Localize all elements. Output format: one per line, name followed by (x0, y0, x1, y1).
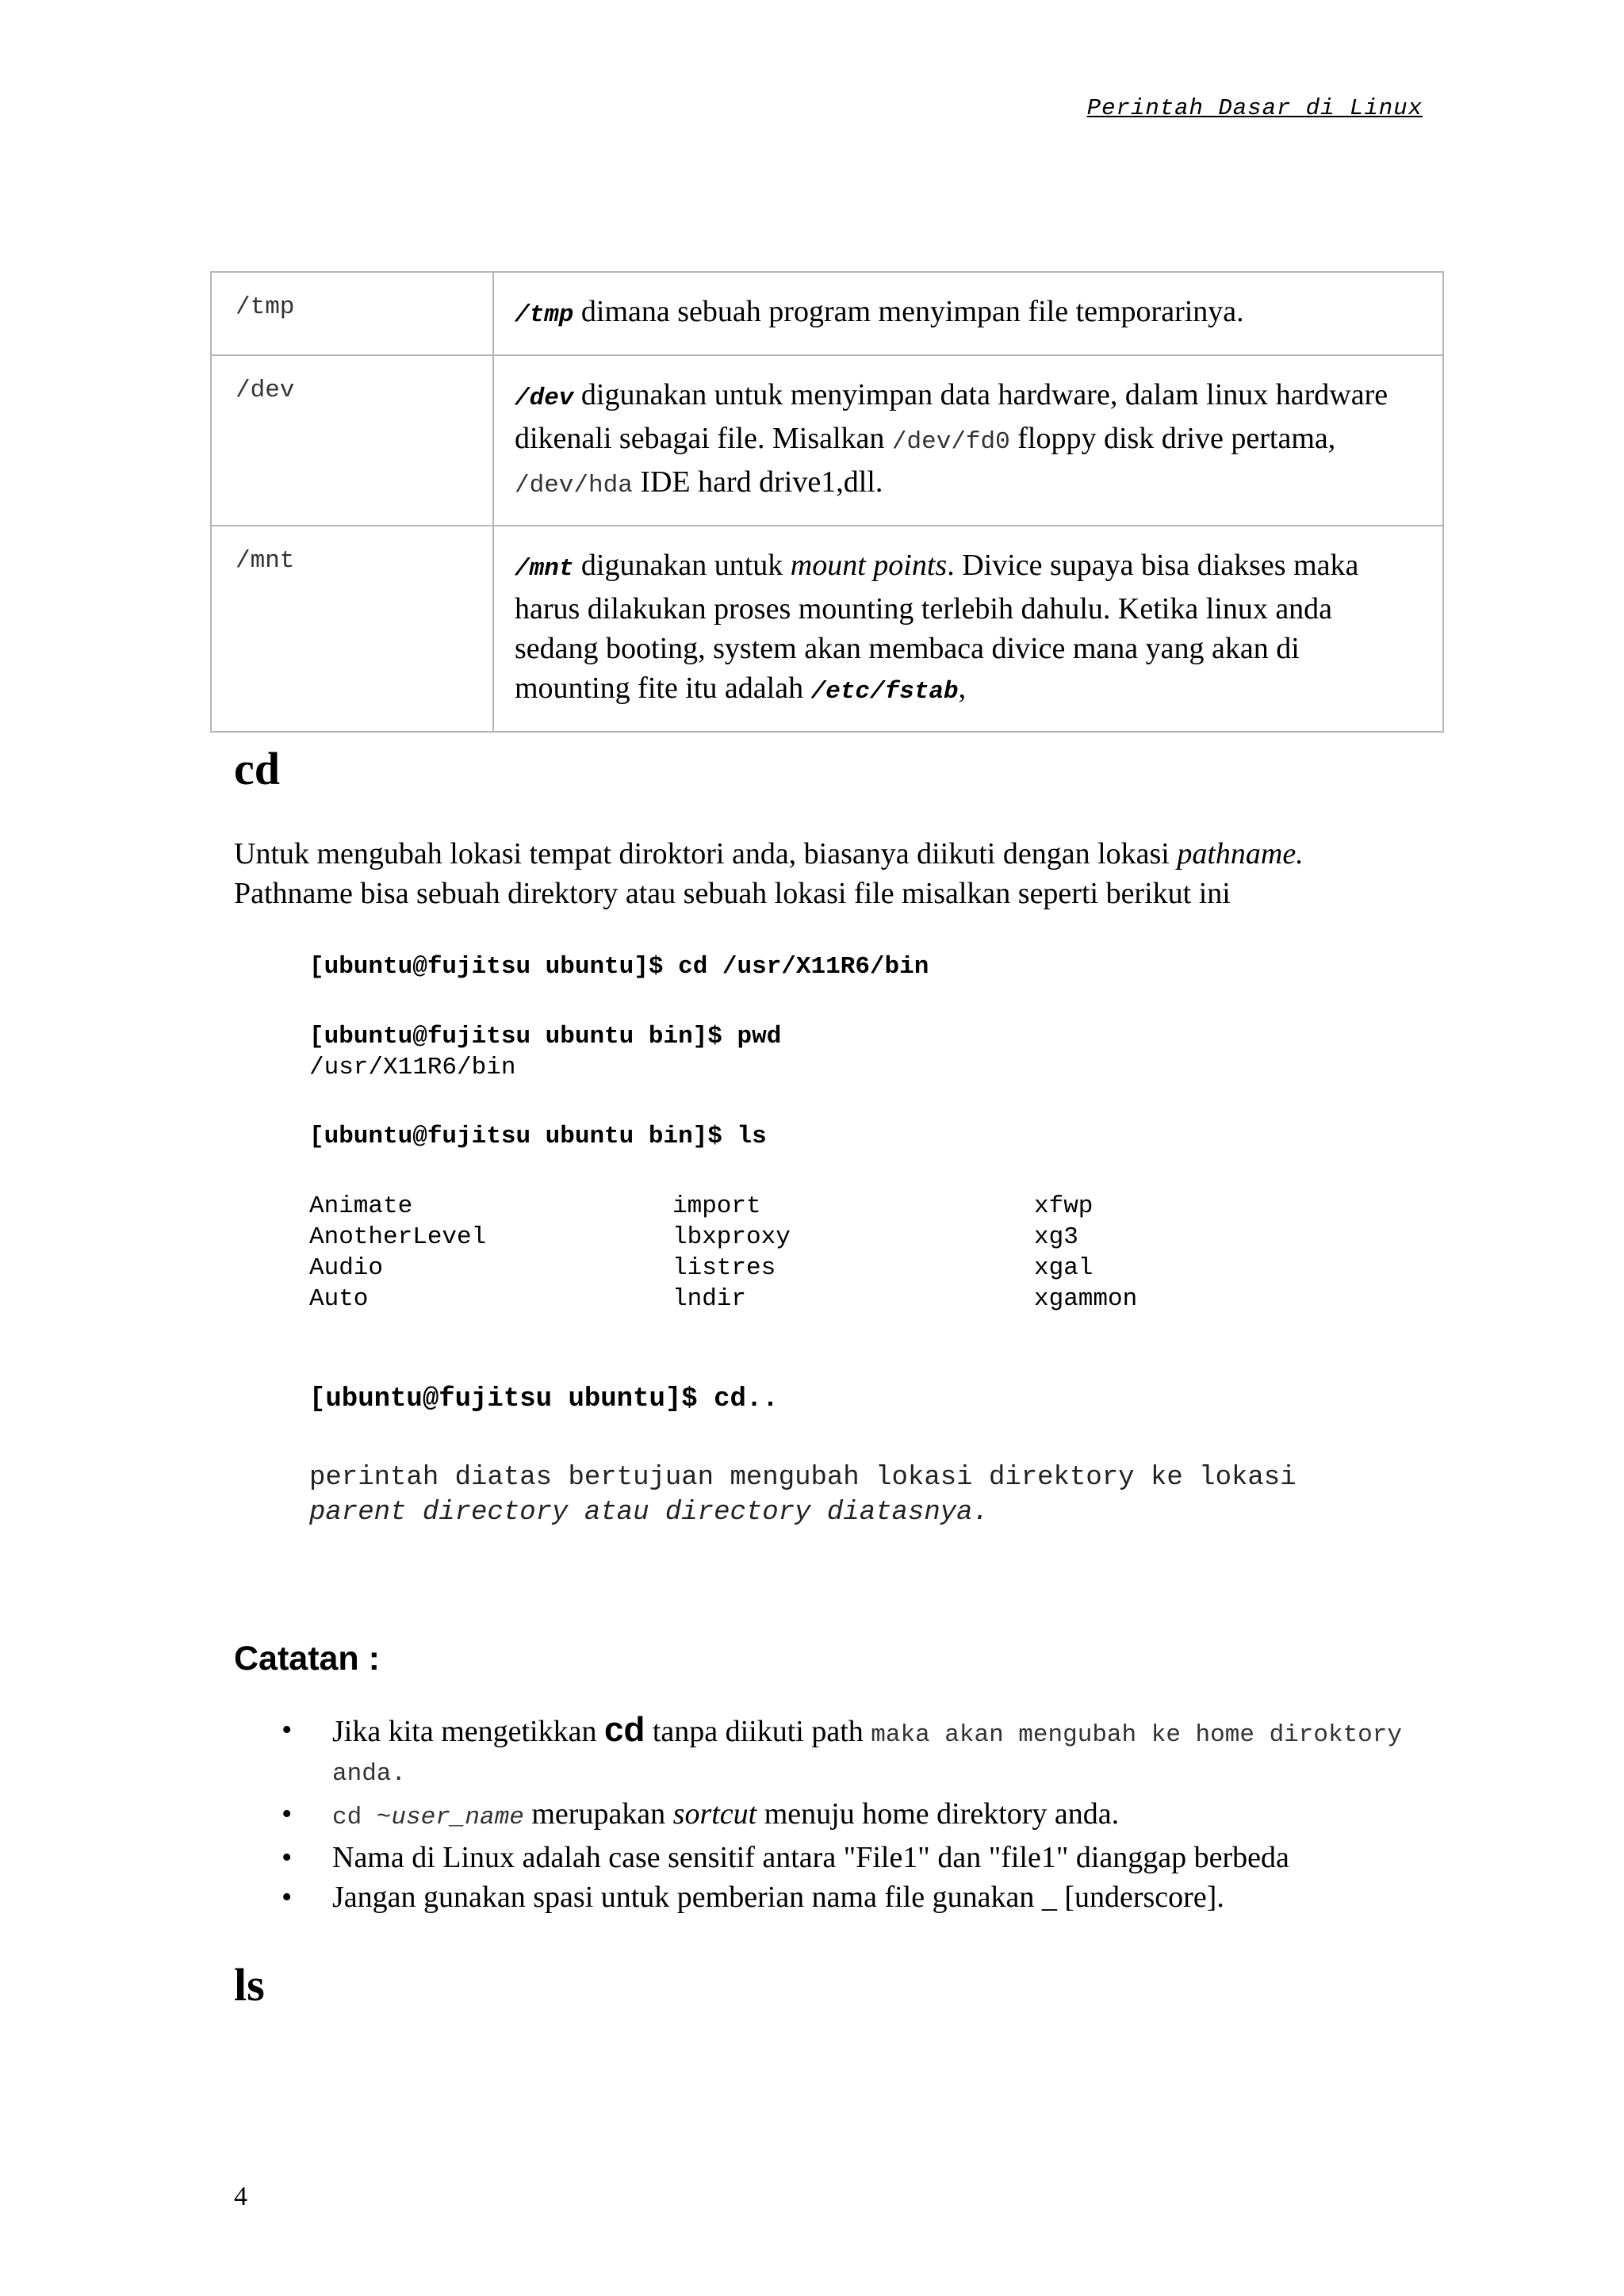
terminal-prompt: [ubuntu@fujitsu ubuntu bin]$ (309, 1123, 722, 1150)
dir-description: digunakan untuk menyimpan data hardware, dalam linux hardware dikenali sebagai file. Misalkan (515, 378, 1388, 455)
list-emphasis: sortcut (672, 1797, 757, 1831)
dir-description-cell (493, 355, 1443, 526)
ls-entry: import (672, 1192, 761, 1220)
terminal-prompt: [ubuntu@fujitsu ubuntu bin]$ (309, 1023, 722, 1050)
ls-entry: Audio (309, 1254, 384, 1282)
bullet-icon: • (282, 1713, 293, 1747)
intro-text: Pathname bisa sebuah direktory atau sebuah lokasi file misalkan seperti berikut ini (234, 877, 1231, 910)
ls-entry: xgammon (1034, 1285, 1138, 1313)
list-text: merupakan (523, 1797, 673, 1831)
dir-description: dimana sebuah program menyimpan file temporarinya. (573, 295, 1244, 328)
ls-entry: AnotherLevel (309, 1223, 487, 1251)
dir-example: /dev/fd0 (891, 428, 1010, 456)
terminal-command: pwd (722, 1023, 782, 1050)
list-mono-text: maka akan mengubah ke home diroktory anda. (332, 1721, 1402, 1788)
terminal-command: cd.. (697, 1384, 779, 1414)
list-text: menuju home direktory anda. (756, 1797, 1120, 1831)
terminal-output: /usr/X11R6/bin (309, 1054, 516, 1081)
ls-entry: xfwp (1034, 1192, 1094, 1220)
page-number: 4 (234, 2182, 247, 2211)
intro-emphasis: pathname. (1177, 837, 1304, 871)
table-row (211, 355, 1443, 526)
dir-description-cell (493, 526, 1443, 732)
dir-description: floppy disk drive pertama, (1009, 422, 1336, 455)
terminal-line (309, 1121, 767, 1152)
dir-example: /dev/hda (515, 472, 633, 499)
ls-output-row (309, 1253, 1397, 1284)
ls-output-row (309, 1191, 1397, 1222)
terminal-command: ls (722, 1123, 767, 1150)
dir-description: , (958, 672, 967, 705)
running-header: Perintah Dasar di Linux (1086, 95, 1423, 121)
section-heading-cd: cd (234, 743, 280, 794)
terminal-line (309, 1021, 781, 1083)
dir-emphasis: mount points (790, 549, 948, 582)
dir-name-cell: /mnt (211, 526, 493, 732)
dir-code: /dev (515, 385, 574, 412)
dir-name-cell: /dev (211, 355, 493, 526)
list-text: Jika kita mengetikkan (332, 1715, 604, 1748)
list-text: Nama di Linux adalah case sensitif antara "File1" dan "file1" dianggap berbeda (332, 1841, 1289, 1874)
list-text: Jangan gunakan spasi untuk pemberian nama file gunakan _ [underscore]. (332, 1881, 1224, 1914)
terminal-command: cd /usr/X11R6/bin (663, 953, 929, 981)
cd-intro-paragraph (234, 834, 1471, 913)
dir-example: /etc/fstab (810, 678, 959, 706)
terminal-line (309, 951, 929, 982)
bullet-icon: • (282, 1841, 293, 1874)
dir-code: /mnt (515, 555, 574, 583)
dir-code: /tmp (515, 301, 574, 329)
explanation-line-italic: parent directory atau directory diatasnya. (309, 1498, 989, 1528)
list-text: tanpa diikuti path (645, 1715, 871, 1748)
list-mono-italic: user_name (391, 1804, 524, 1831)
list-item (282, 1880, 1455, 1915)
ls-entry: Auto (309, 1285, 369, 1313)
explanation-line: perintah diatas bertujuan mengubah lokasi direktory ke lokasi (309, 1463, 1297, 1493)
intro-text: Untuk mengubah lokasi tempat diroktori anda, biasanya diikuti dengan lokasi (234, 837, 1178, 871)
ls-output-row (309, 1284, 1397, 1314)
ls-entry: lndir (672, 1285, 747, 1313)
list-item (282, 1712, 1455, 1792)
ls-entry: listres (672, 1254, 776, 1282)
ls-entry: Animate (309, 1192, 413, 1220)
terminal-prompt: [ubuntu@fujitsu ubuntu]$ (309, 953, 664, 981)
ls-output (309, 1191, 1397, 1314)
dir-description: IDE hard drive1,dll. (632, 465, 883, 499)
dir-name-cell: /tmp (211, 272, 493, 355)
dir-description: digunakan untuk (573, 549, 791, 582)
directory-table (210, 271, 1444, 733)
ls-entry: xg3 (1034, 1223, 1078, 1251)
table-row (211, 272, 1443, 355)
bullet-icon: • (282, 1881, 293, 1914)
terminal-prompt: [ubuntu@fujitsu ubuntu]$ (309, 1384, 698, 1414)
list-command: cd (603, 1710, 645, 1749)
cd-explanation (309, 1460, 1435, 1530)
bullet-icon: • (282, 1797, 293, 1831)
catatan-heading: Catatan : (234, 1640, 380, 1678)
dir-description-cell (493, 272, 1443, 355)
list-item (282, 1797, 1455, 1835)
table-row (211, 526, 1443, 732)
list-mono-text: cd ~ (332, 1804, 392, 1831)
terminal-line (309, 1384, 779, 1415)
ls-output-row (309, 1222, 1397, 1253)
ls-entry: lbxproxy (672, 1223, 791, 1251)
section-heading-ls: ls (234, 1959, 265, 2011)
ls-entry: xgal (1034, 1254, 1094, 1282)
catatan-list (282, 1712, 1455, 1919)
list-item (282, 1840, 1455, 1875)
dir-description: . Divice supaya bisa diakses maka harus dilakukan proses mounting terlebih dahulu. Ketika linux anda sedang booting, system akan membaca divice mana yang akan di mounting fite itu adalah (515, 549, 1359, 705)
